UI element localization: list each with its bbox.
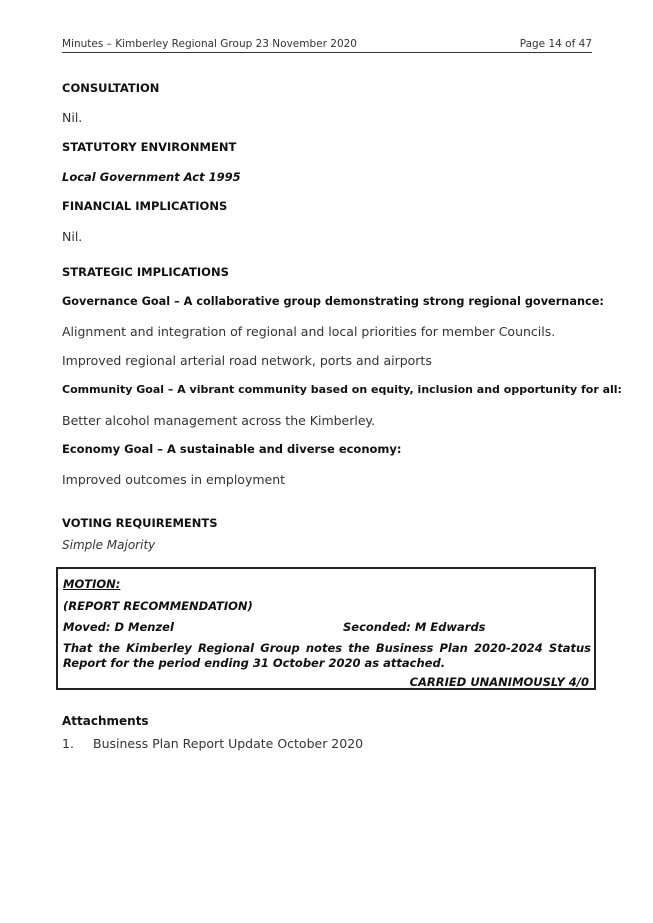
economy-goal: Economy Goal – A sustainable and diverse economy: [62,442,402,456]
community-item: Better alcohol management across the Kimberley. [62,413,376,428]
financial-heading: FINANCIAL IMPLICATIONS [62,199,228,213]
voting-heading: VOTING REQUIREMENTS [62,516,218,530]
motion-title: MOTION: [63,577,121,591]
consultation-body: Nil. [62,110,83,125]
motion-text: That the Kimberley Regional Group notes the Business Plan 2020-2024 Status Report for the period ending 31 October 2020 as attached. [63,641,591,670]
attachment-title: Business Plan Report Update October 2020 [93,736,364,751]
strategic-heading: STRATEGIC IMPLICATIONS [62,265,229,279]
financial-body: Nil. [62,229,83,244]
voting-body: Simple Majority [62,538,156,552]
attachment-number: 1. [62,736,74,751]
statutory-body: Local Government Act 1995 [62,170,241,184]
consultation-heading: CONSULTATION [62,81,160,95]
motion-subtitle: (REPORT RECOMMENDATION) [63,599,253,613]
motion-seconded: Seconded: M Edwards [343,620,486,634]
economy-item: Improved outcomes in employment [62,472,286,487]
motion-moved: Moved: D Menzel [63,620,174,634]
page-header [62,38,592,53]
governance-goal: Governance Goal – A collaborative group demonstrating strong regional governance: [62,295,604,308]
header-page-number: Page 14 of 47 [519,38,592,50]
statutory-heading: STATUTORY ENVIRONMENT [62,140,237,154]
community-goal: Community Goal – A vibrant community based on equity, inclusion and opportunity for all: [62,383,622,396]
motion-result: CARRIED UNANIMOUSLY 4/0 [409,675,589,689]
motion-box [56,567,596,690]
governance-item: Alignment and integration of regional and local priorities for member Councils. [62,324,556,339]
governance-item: Improved regional arterial road network, ports and airports [62,353,432,368]
header-document-title: Minutes – Kimberley Regional Group 23 November 2020 [62,38,357,50]
attachments-heading: Attachments [62,714,149,728]
